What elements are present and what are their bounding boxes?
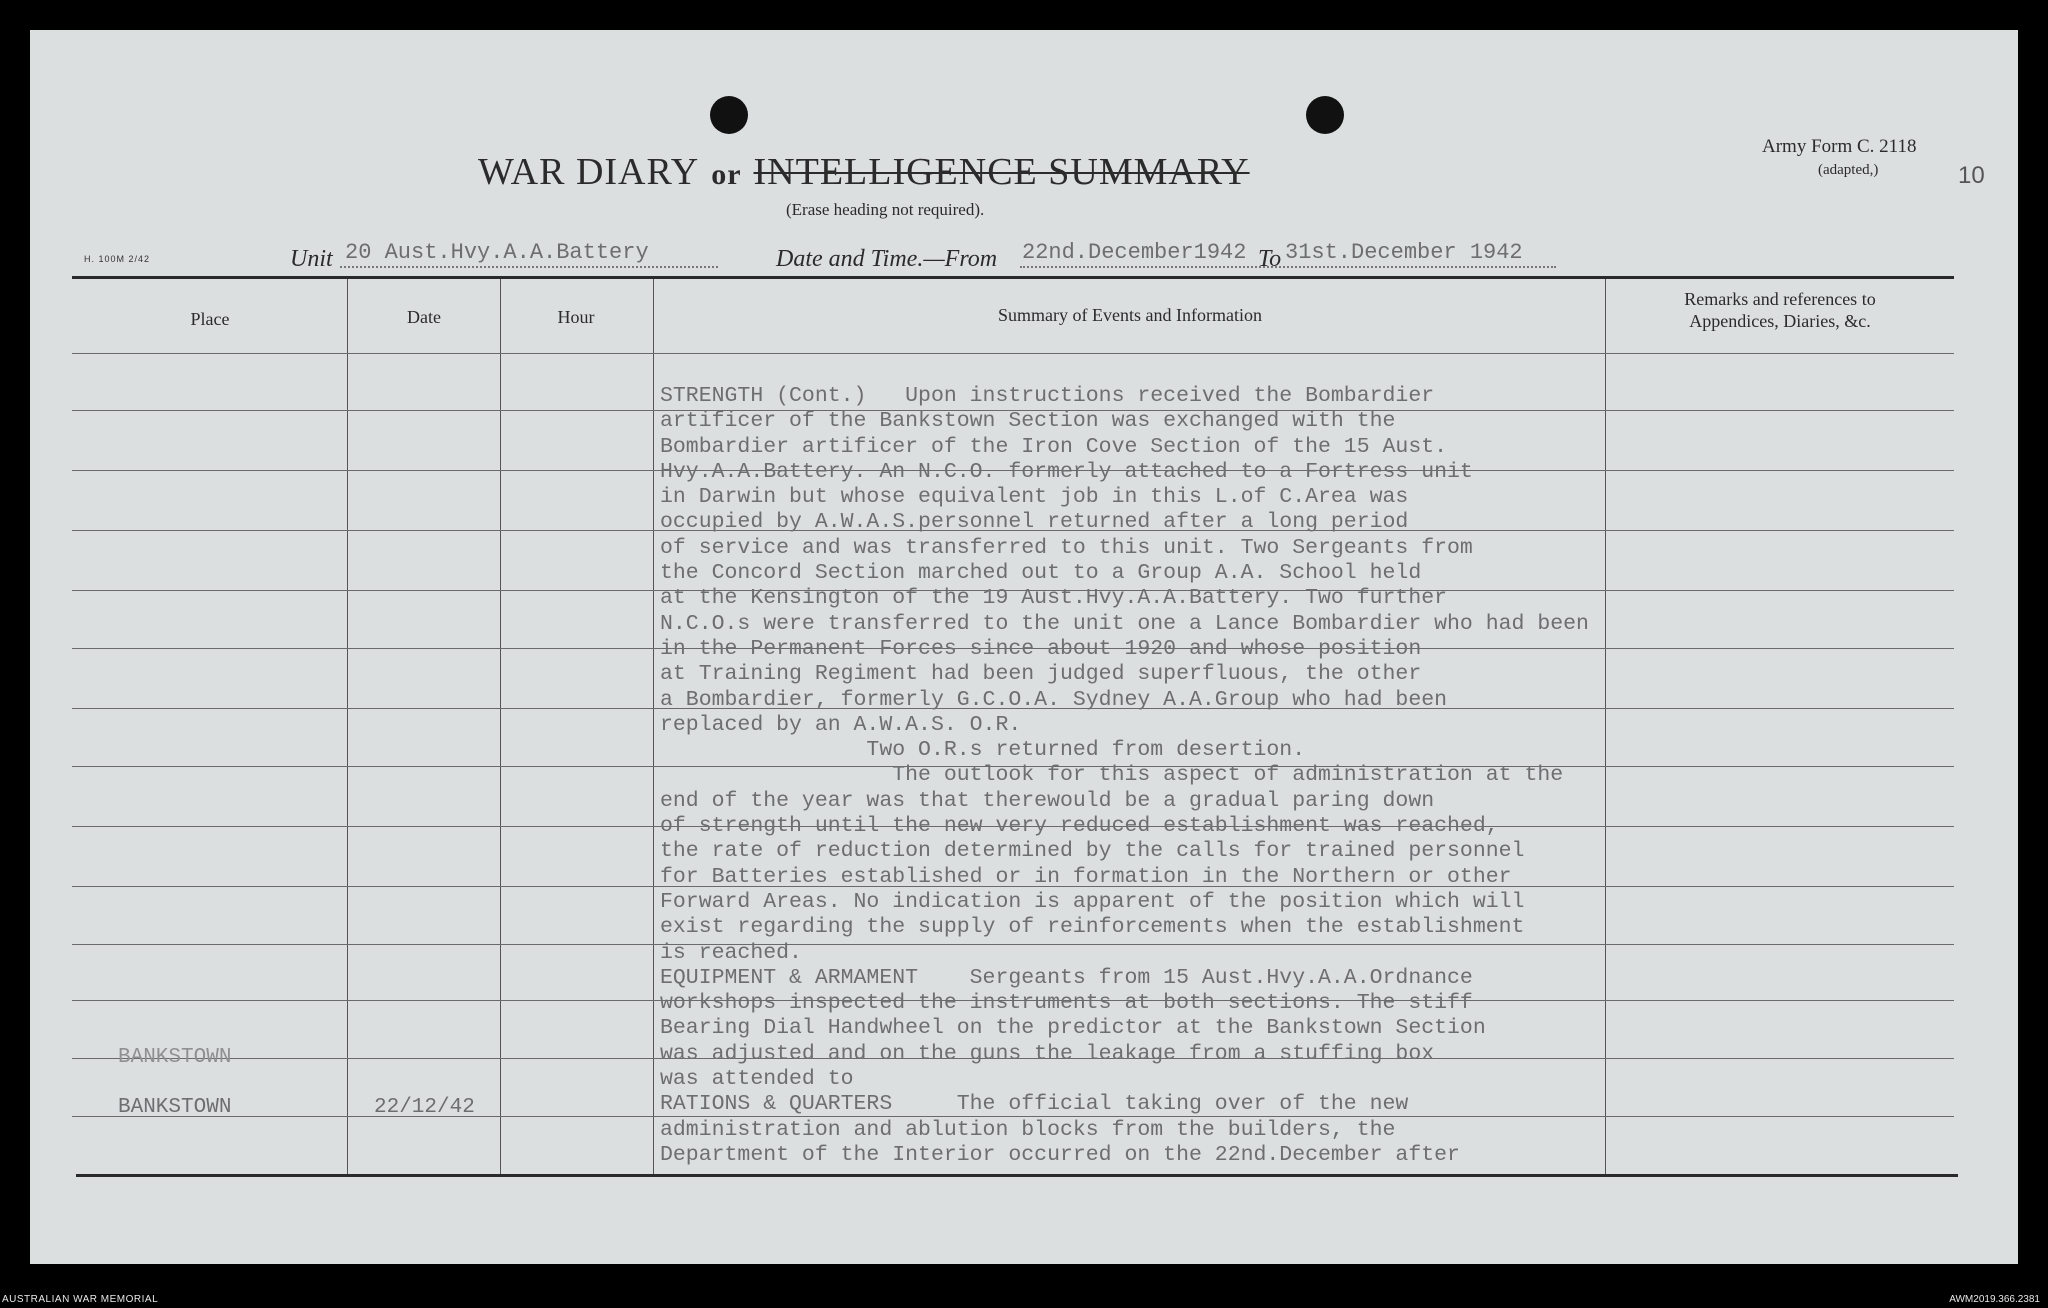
- date-to-value: 31st.December 1942: [1285, 240, 1523, 265]
- date-entry-2: 22/12/42: [374, 1096, 475, 1119]
- column-divider-hour: [653, 279, 654, 1174]
- form-title: [478, 150, 1250, 194]
- summary-line: of strength until the new very reduced establishment was reached,: [660, 814, 1499, 839]
- summary-line: was attended to: [660, 1067, 854, 1092]
- summary-line: Bombardier artificer of the Iron Cove Section of the 15 Aust.: [660, 434, 1448, 459]
- column-divider-summary: [1605, 279, 1606, 1174]
- title-war-diary: WAR DIARY: [478, 151, 700, 193]
- summary-line: the rate of reduction determined by the calls for trained personnel: [660, 839, 1525, 864]
- summary-line: Hvy.A.A.Battery. An N.C.O. formerly attached to a Fortress unit: [660, 459, 1473, 484]
- unit-value: 20 Aust.Hvy.A.A.Battery: [345, 240, 649, 265]
- summary-line: in Darwin but whose equivalent job in this L.of C.Area was: [660, 485, 1409, 510]
- summary-line: at the Kensington of the 19 Aust.Hvy.A.A.Battery. Two further: [660, 586, 1448, 611]
- place-entry-1: BANKSTOWN: [118, 1046, 232, 1069]
- archive-accession-number: AWM2019.366.2381: [1949, 1294, 2040, 1305]
- column-header-summary: Summary of Events and Information: [998, 305, 1262, 325]
- summary-line: was adjusted and on the guns the leakage from a stuffing box: [660, 1041, 1435, 1066]
- summary-line: is reached.: [660, 940, 802, 965]
- summary-line: workshops inspected the instruments at both sections. The stiff: [660, 991, 1473, 1016]
- title-intelligence-summary: INTELLIGENCE SUMMARY: [753, 151, 1250, 193]
- unit-dotted-line: [340, 266, 718, 268]
- summary-text: [660, 384, 1589, 1168]
- table-top-rule: [72, 276, 1954, 279]
- place-entry-2: BANKSTOWN: [118, 1096, 232, 1119]
- column-header-remarks-line2: Appendices, Diaries, &c.: [1689, 311, 1871, 331]
- date-from-value: 22nd.December1942: [1022, 240, 1247, 265]
- summary-line: at Training Regiment had been judged superfluous, the other: [660, 662, 1422, 687]
- summary-line: replaced by an A.W.A.S. O.R.: [660, 712, 1022, 737]
- summary-line: occupied by A.W.A.S.personnel returned after a long period: [660, 510, 1409, 535]
- punch-hole-left: [710, 96, 748, 134]
- summary-line: end of the year was that therewould be a gradual paring down: [660, 788, 1435, 813]
- column-header-place: Place: [190, 309, 230, 329]
- column-header-remarks-line1: Remarks and references to: [1684, 289, 1876, 309]
- summary-line: of service and was transferred to this unit. Two Sergeants from: [660, 535, 1473, 560]
- column-header-hour: Hour: [557, 307, 595, 327]
- summary-line: Forward Areas. No indication is apparent of the position which will: [660, 889, 1525, 914]
- summary-line: Department of the Interior occurred on the 22nd.December after: [660, 1142, 1460, 1167]
- summary-line: artificer of the Bankstown Section was exchanged with the: [660, 409, 1396, 434]
- summary-line: in the Permanent Forces since about 1920 and whose position: [660, 636, 1422, 661]
- summary-line: Bearing Dial Handwheel on the predictor at the Bankstown Section: [660, 1016, 1486, 1041]
- row-line: [72, 353, 1954, 354]
- summary-line: The outlook for this aspect of administration at the: [660, 763, 1564, 788]
- summary-line: STRENGTH (Cont.) Upon instructions received the Bombardier: [660, 384, 1435, 408]
- column-header-date: Date: [407, 307, 441, 327]
- column-divider-date: [500, 279, 501, 1174]
- title-instruction: (Erase heading not required).: [786, 200, 985, 219]
- summary-line: administration and ablution blocks from the builders, the: [660, 1117, 1396, 1142]
- unit-label: Unit: [290, 246, 333, 272]
- summary-line: a Bombardier, formerly G.C.O.A. Sydney A.A.Group who had been: [660, 687, 1448, 712]
- column-divider-place: [347, 279, 348, 1174]
- summary-line: the Concord Section marched out to a Group A.A. School held: [660, 561, 1422, 586]
- punch-hole-right: [1306, 96, 1344, 134]
- to-label: To: [1258, 246, 1282, 272]
- summary-line: N.C.O.s were transferred to the unit one a Lance Bombardier who had been: [660, 611, 1589, 636]
- table-bottom-rule: [76, 1174, 1958, 1177]
- army-form-adapted: (adapted,): [1818, 162, 1879, 178]
- summary-line: RATIONS & QUARTERS The official taking over of the new: [660, 1092, 1409, 1117]
- summary-line: Two O.R.s returned from desertion.: [660, 738, 1306, 763]
- title-or: or: [711, 158, 742, 191]
- army-form-number: Army Form C. 2118: [1762, 136, 1917, 157]
- print-code: H. 100M 2/42: [84, 254, 151, 264]
- folio-number: 10: [1958, 162, 1985, 189]
- summary-line: for Batteries established or in formation in the Northern or other: [660, 864, 1512, 889]
- date-label: Date and Time.—From: [776, 246, 998, 272]
- archive-credit: AUSTRALIAN WAR MEMORIAL: [2, 1294, 159, 1305]
- summary-line: exist regarding the supply of reinforcements when the establishment: [660, 915, 1525, 940]
- summary-line: EQUIPMENT & ARMAMENT Sergeants from 15 Aust.Hvy.A.A.Ordnance: [660, 965, 1473, 990]
- date-dotted-line: [1020, 266, 1556, 268]
